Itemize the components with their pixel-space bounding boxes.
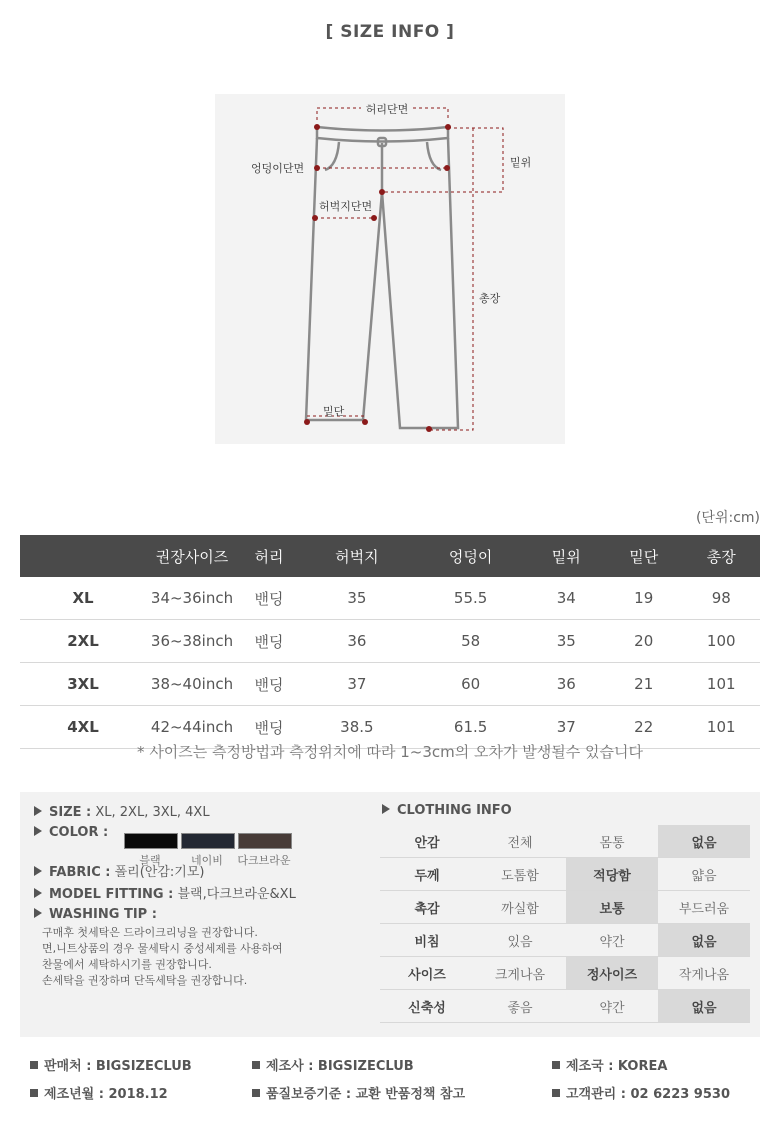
pants-measurement-diagram bbox=[215, 94, 565, 444]
table-cell: 98 bbox=[682, 577, 760, 620]
washing-tips bbox=[42, 925, 374, 989]
table-cell: 35 bbox=[528, 620, 605, 663]
washing-label: WASHING TIP : bbox=[49, 907, 157, 922]
clothing-info-option-selected: 없음 bbox=[658, 825, 750, 858]
clothing-info-head: 두께 bbox=[380, 858, 474, 891]
clothing-info-head: 촉감 bbox=[380, 891, 474, 924]
color-label: COLOR : bbox=[49, 825, 109, 840]
triangle-bullet-icon bbox=[34, 826, 42, 836]
color-swatch-black bbox=[124, 833, 178, 849]
pants-outline bbox=[306, 127, 458, 428]
header-cell: 허벅지 bbox=[300, 535, 414, 577]
model-label: MODEL FITTING : bbox=[49, 887, 174, 902]
clothing-info-row bbox=[380, 924, 750, 957]
table-cell: 58 bbox=[414, 620, 528, 663]
table-cell: 101 bbox=[682, 663, 760, 706]
length-label: 총장 bbox=[479, 292, 501, 305]
clothing-info-option: 크게나옴 bbox=[474, 957, 566, 990]
model-row bbox=[34, 885, 374, 905]
table-cell: 21 bbox=[605, 663, 682, 706]
color-name: 네이비 bbox=[191, 854, 223, 867]
header-cell bbox=[20, 535, 146, 577]
clothing-info-title-text: CLOTHING INFO bbox=[397, 803, 512, 818]
product-info-panel bbox=[20, 792, 760, 1037]
table-row bbox=[20, 620, 760, 663]
size-name: XL bbox=[20, 577, 146, 620]
size-name: 4XL bbox=[20, 706, 146, 749]
clothing-info-title bbox=[382, 803, 512, 818]
square-bullet-icon bbox=[552, 1061, 560, 1069]
page-title: [ SIZE INFO ] bbox=[325, 22, 455, 42]
footer-seller bbox=[30, 1055, 192, 1074]
clothing-info-option: 약간 bbox=[566, 924, 658, 957]
footer-date-text: 제조년월 : 2018.12 bbox=[44, 1087, 168, 1102]
clothing-info-row bbox=[380, 825, 750, 858]
size-table-header bbox=[20, 535, 760, 577]
color-swatch-darkbrown bbox=[238, 833, 292, 849]
clothing-info-row bbox=[380, 858, 750, 891]
header-cell: 밑단 bbox=[605, 535, 682, 577]
hip-label: 엉덩이단면 bbox=[251, 162, 305, 175]
clothing-info-row bbox=[380, 990, 750, 1023]
table-cell: 36 bbox=[528, 663, 605, 706]
triangle-bullet-icon bbox=[382, 804, 390, 814]
footer-warranty-text: 품질보증기준 : 교환 반품정책 참고 bbox=[266, 1087, 466, 1102]
fabric-label: FABRIC : bbox=[49, 865, 111, 880]
triangle-bullet-icon bbox=[34, 806, 42, 816]
clothing-info-option: 까실함 bbox=[474, 891, 566, 924]
table-cell: 20 bbox=[605, 620, 682, 663]
clothing-info-option-selected: 없음 bbox=[658, 990, 750, 1023]
table-cell: 34 bbox=[528, 577, 605, 620]
fabric-value: 폴리(안감:기모) bbox=[114, 865, 205, 880]
footer-seller-text: 판매처 : BIGSIZECLUB bbox=[44, 1059, 192, 1074]
clothing-info-option: 작게나옴 bbox=[658, 957, 750, 990]
table-cell: 38.5 bbox=[300, 706, 414, 749]
size-table bbox=[20, 535, 760, 749]
clothing-info-head: 안감 bbox=[380, 825, 474, 858]
header-cell: 허리 bbox=[238, 535, 300, 577]
table-cell: 밴딩 bbox=[238, 620, 300, 663]
table-cell: 101 bbox=[682, 706, 760, 749]
clothing-info-option-selected: 정사이즈 bbox=[566, 957, 658, 990]
square-bullet-icon bbox=[30, 1061, 38, 1069]
table-cell: 22 bbox=[605, 706, 682, 749]
footer-cs-text: 고객관리 : 02 6223 9530 bbox=[566, 1087, 730, 1102]
table-cell: 37 bbox=[528, 706, 605, 749]
pants-diagram-svg bbox=[215, 94, 565, 444]
size-name: 2XL bbox=[20, 620, 146, 663]
clothing-info-option-selected: 보통 bbox=[566, 891, 658, 924]
square-bullet-icon bbox=[252, 1061, 260, 1069]
waist-label: 허리단면 bbox=[365, 103, 409, 116]
clothing-info-option: 전체 bbox=[474, 825, 566, 858]
model-value: 블랙,다크브라운&XL bbox=[177, 887, 296, 902]
clothing-info-option: 약간 bbox=[566, 990, 658, 1023]
footer-date bbox=[30, 1083, 168, 1102]
clothing-info-option: 도톰함 bbox=[474, 858, 566, 891]
square-bullet-icon bbox=[552, 1089, 560, 1097]
size-note: * 사이즈는 측정방법과 측정위치에 따라 1~3cm의 오차가 발생될수 있습니다 bbox=[137, 743, 643, 761]
table-cell: 34~36inch bbox=[146, 577, 238, 620]
size-label: SIZE : bbox=[49, 805, 92, 820]
footer-warranty bbox=[252, 1083, 465, 1102]
table-cell: 60 bbox=[414, 663, 528, 706]
size-value: XL, 2XL, 3XL, 4XL bbox=[95, 805, 210, 820]
header-cell: 밑위 bbox=[528, 535, 605, 577]
footer-cs bbox=[552, 1083, 730, 1102]
table-row bbox=[20, 577, 760, 620]
color-name: 블랙 bbox=[139, 854, 161, 867]
footer-country-text: 제조국 : KOREA bbox=[566, 1059, 668, 1074]
hem-label: 밑단 bbox=[323, 405, 345, 418]
thigh-label: 허벅지단면 bbox=[319, 200, 373, 213]
table-cell: 밴딩 bbox=[238, 577, 300, 620]
table-row bbox=[20, 663, 760, 706]
table-cell: 100 bbox=[682, 620, 760, 663]
clothing-info-head: 신축성 bbox=[380, 990, 474, 1023]
table-cell: 38~40inch bbox=[146, 663, 238, 706]
table-cell: 37 bbox=[300, 663, 414, 706]
washing-line: 찬물에서 세탁하시기를 권장합니다. bbox=[42, 958, 212, 971]
washing-line: 구매후 첫세탁은 드라이크리닝을 권장합니다. bbox=[42, 926, 258, 939]
header-cell: 총장 bbox=[682, 535, 760, 577]
table-cell: 61.5 bbox=[414, 706, 528, 749]
clothing-info-head: 사이즈 bbox=[380, 957, 474, 990]
table-cell: 36~38inch bbox=[146, 620, 238, 663]
footer-maker bbox=[252, 1055, 414, 1074]
table-cell: 36 bbox=[300, 620, 414, 663]
clothing-info-option-selected: 적당함 bbox=[566, 858, 658, 891]
rise-label: 밑위 bbox=[510, 156, 532, 169]
table-cell: 35 bbox=[300, 577, 414, 620]
clothing-info-row bbox=[380, 957, 750, 990]
footer-country bbox=[552, 1055, 667, 1074]
triangle-bullet-icon bbox=[34, 888, 42, 898]
color-name: 다크브라운 bbox=[237, 854, 291, 867]
clothing-info-table bbox=[380, 825, 750, 1023]
washing-row bbox=[34, 905, 374, 925]
header-cell: 권장사이즈 bbox=[146, 535, 238, 577]
triangle-bullet-icon bbox=[34, 866, 42, 876]
clothing-info-option: 얇음 bbox=[658, 858, 750, 891]
washing-line: 면,니트상품의 경우 물세탁시 중성세제를 사용하여 bbox=[42, 942, 283, 955]
color-swatch-navy bbox=[181, 833, 235, 849]
table-cell: 55.5 bbox=[414, 577, 528, 620]
square-bullet-icon bbox=[252, 1089, 260, 1097]
footer-maker-text: 제조사 : BIGSIZECLUB bbox=[266, 1059, 414, 1074]
table-cell: 밴딩 bbox=[238, 663, 300, 706]
clothing-info-row bbox=[380, 891, 750, 924]
triangle-bullet-icon bbox=[34, 908, 42, 918]
fabric-row bbox=[34, 863, 374, 883]
size-row bbox=[34, 803, 374, 823]
table-cell: 19 bbox=[605, 577, 682, 620]
unit-label: (단위:cm) bbox=[695, 510, 760, 526]
size-name: 3XL bbox=[20, 663, 146, 706]
product-details bbox=[34, 803, 374, 989]
clothing-info-option: 좋음 bbox=[474, 990, 566, 1023]
clothing-info-option: 있음 bbox=[474, 924, 566, 957]
clothing-info-option: 부드러움 bbox=[658, 891, 750, 924]
clothing-info-option: 몸통 bbox=[566, 825, 658, 858]
header-cell: 엉덩이 bbox=[414, 535, 528, 577]
square-bullet-icon bbox=[30, 1089, 38, 1097]
clothing-info-head: 비침 bbox=[380, 924, 474, 957]
table-cell: 밴딩 bbox=[238, 706, 300, 749]
clothing-info-option-selected: 없음 bbox=[658, 924, 750, 957]
table-cell: 42~44inch bbox=[146, 706, 238, 749]
washing-line: 손세탁을 권장하며 단독세탁을 권장합니다. bbox=[42, 974, 248, 987]
